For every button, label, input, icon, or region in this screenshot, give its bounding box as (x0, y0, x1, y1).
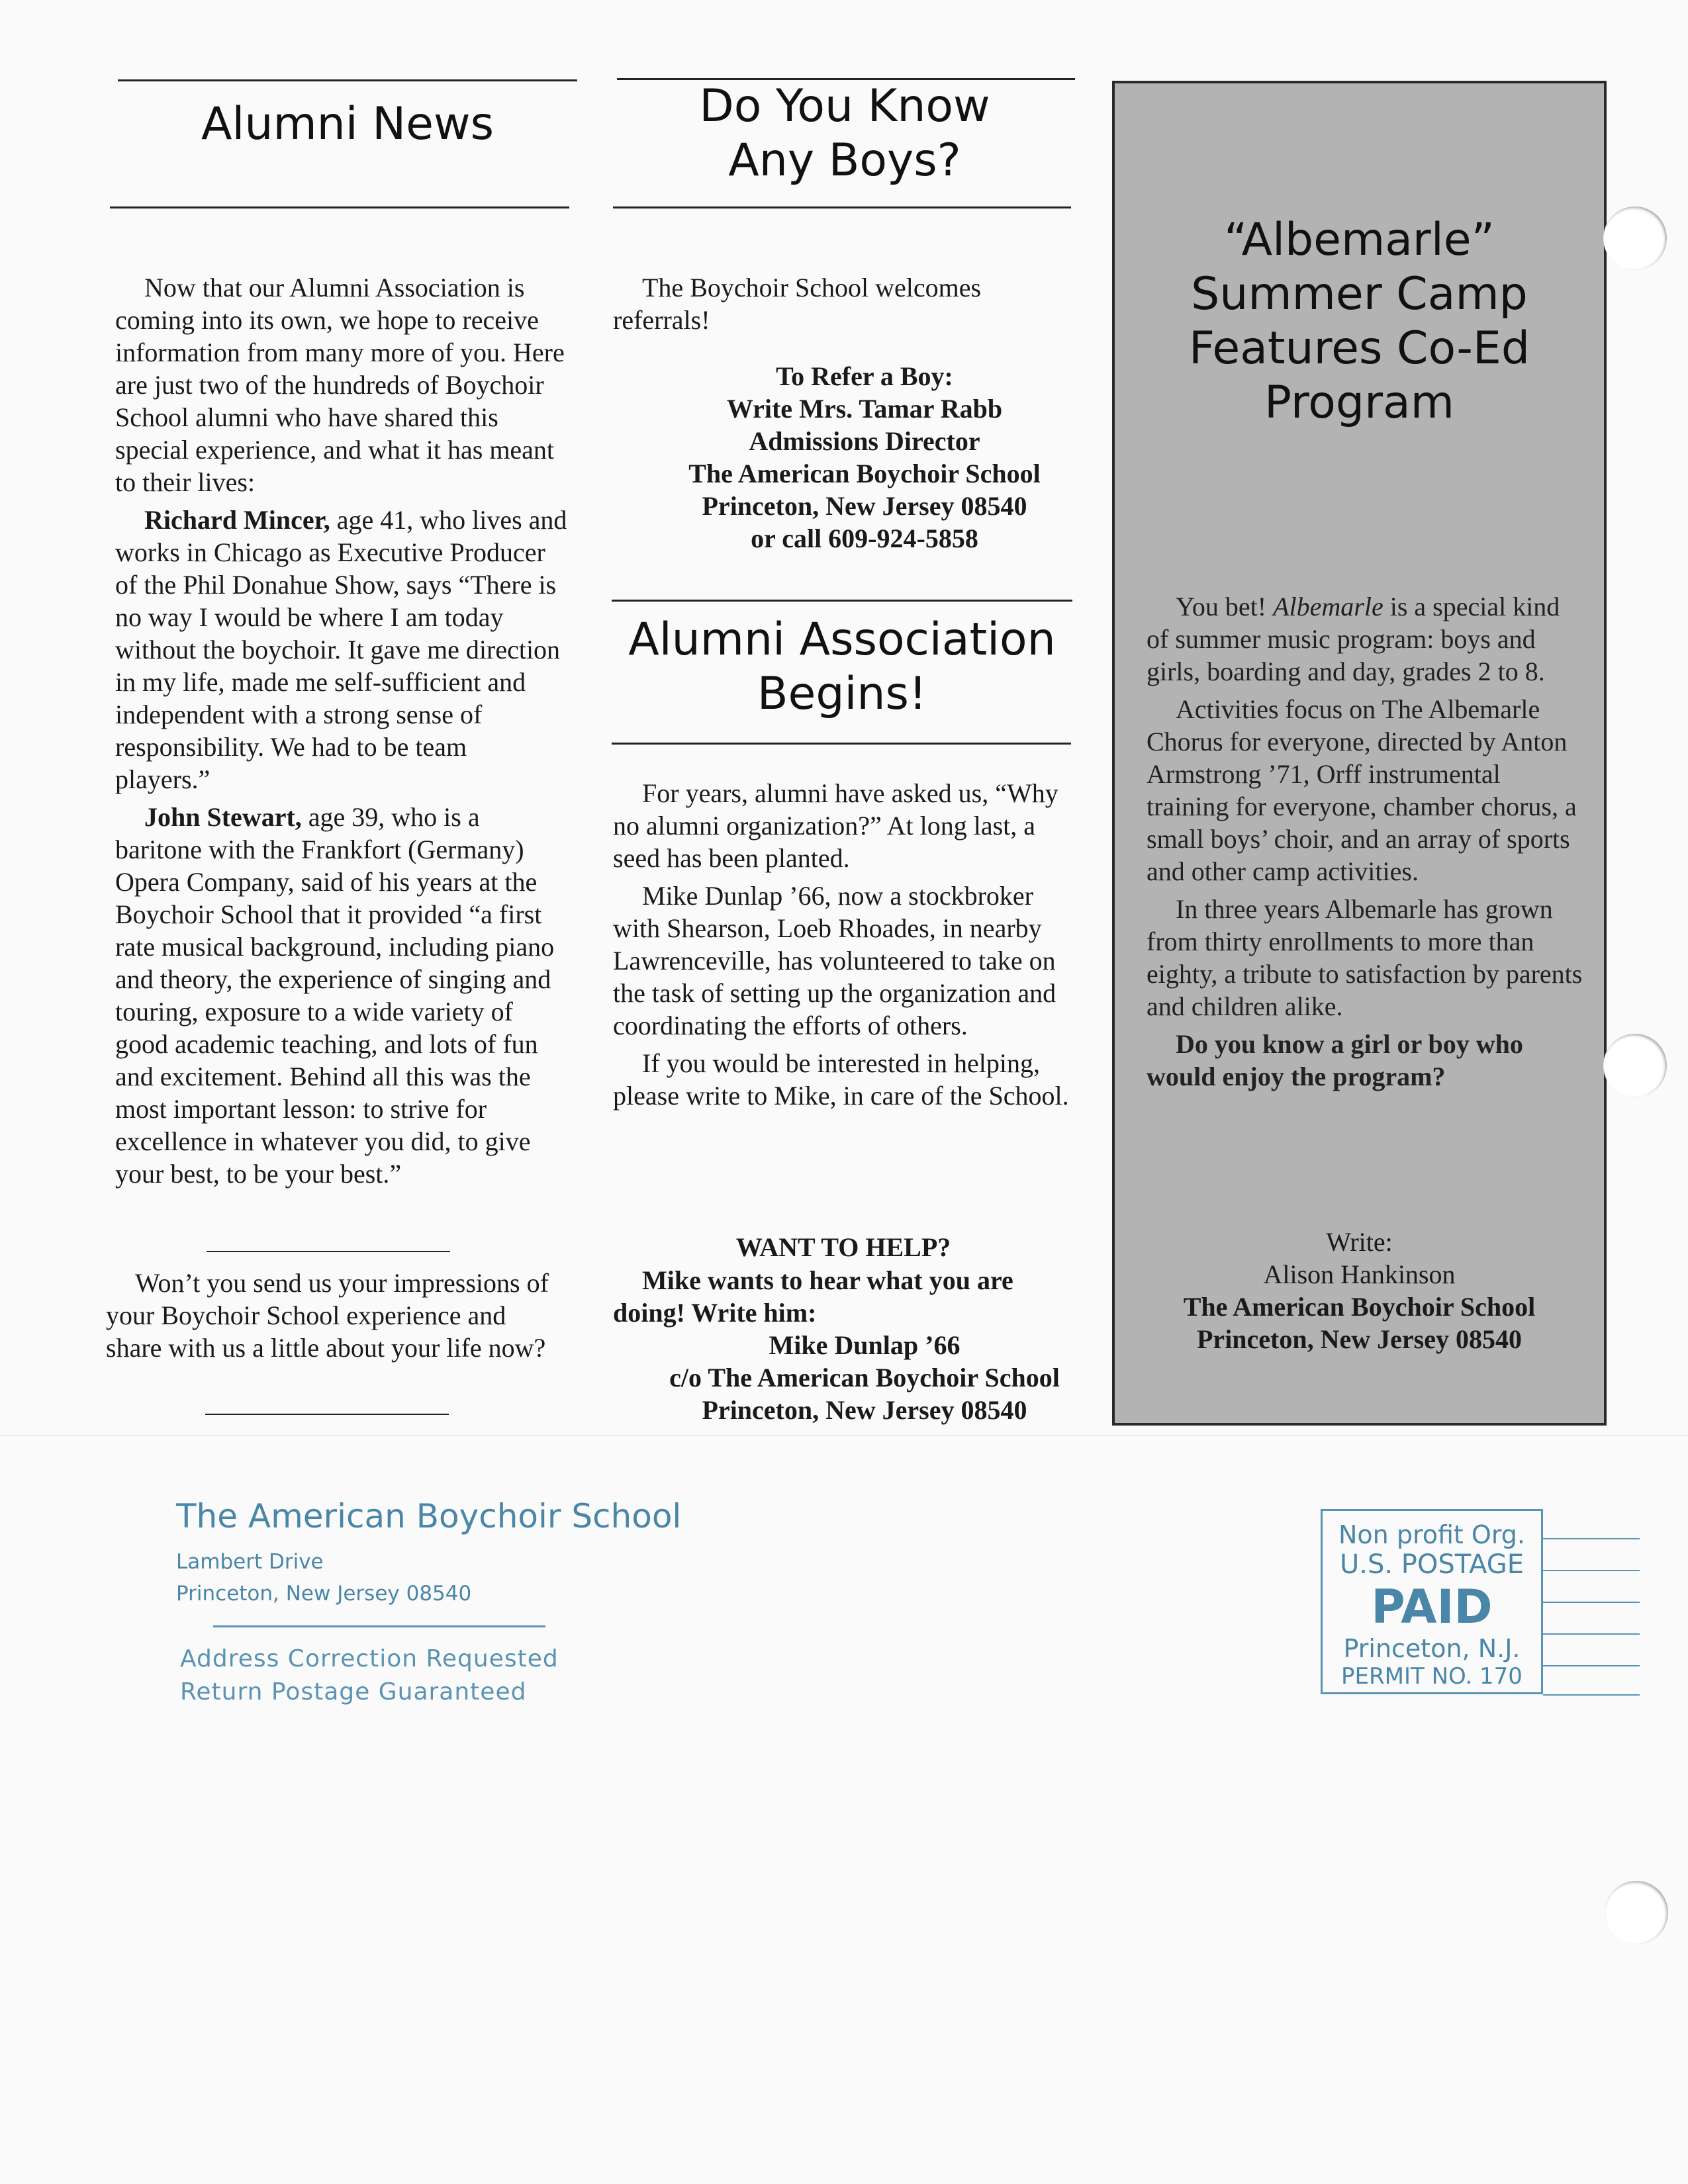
postage-line (1543, 1694, 1640, 1696)
rule (213, 1625, 545, 1627)
albemarle-body: You bet! Albemarle is a special kind of summer music program: boys and girls, boarding and day, grades 2 to 8. Activities focus on The Albemarle Chorus for everyone, directed by Anton Armstrong ’71, Orff instrumental training for everyone, chamber chorus, a small boys’ choir, and an array of sports and other camp activities. In three years Albemarle has grown from thirty enrollments to more than eighty, a tribute to satisfaction by parents and children alike. Do you know a girl or boy who would enjoy the program? (1147, 592, 1583, 1091)
want-to-help-title: WANT TO HELP? (735, 1232, 951, 1262)
return-school-name: The American Boychoir School (176, 1497, 682, 1535)
punch-hole (1603, 206, 1667, 270)
alumni-news-title: Alumni News (201, 98, 494, 150)
fold-line (0, 1435, 1688, 1436)
address-correction: Address Correction Requested Return Postage Guaranteed (180, 1645, 559, 1706)
postage-line (1543, 1538, 1640, 1539)
rule (118, 79, 577, 81)
rule (613, 206, 1071, 208)
rule (612, 743, 1071, 745)
alumni-profile-stewart: John Stewart, age 39, who is a baritone with the Frankfort (Germany) Opera Company, said of his years at the Boychoir School that it provided “a first rate musical background, including piano and theory, the experience of singing and touring, exposure to a wide variety of good academic teaching, and lots of fun and excitement. Behind all this was the most important lesson: to strive for excellence in whatever you did, to give your best, to be your best.” (115, 802, 555, 1189)
alumni-association-title: Alumni Association Begins! (628, 614, 1056, 720)
postage-line (1543, 1633, 1640, 1635)
rule (612, 600, 1072, 602)
postage-line (1543, 1602, 1640, 1603)
postage-indicia: Non profit Org. U.S. POSTAGE PAID Princeton, N.J. PERMIT NO. 170 (1321, 1509, 1543, 1694)
know-any-boys-title: Do You Know Any Boys? (699, 80, 990, 187)
albemarle-question: Do you know a girl or boy who would enjoy the program? (1147, 1029, 1523, 1091)
rule (205, 1414, 449, 1415)
referral-intro: The Boychoir School welcomes referrals! (613, 273, 982, 335)
want-to-help-text: Mike wants to hear what you are doing! Write him: (613, 1265, 1013, 1328)
albemarle-box (1112, 81, 1607, 1426)
alumni-news-intro: Now that our Alumni Association is coming into its own, we hope to receive information from many more of you. Here are just two of the hundreds of Boychoir School alumni who have shared this special experience, and what it has meant to their lives: (115, 273, 565, 497)
postage-line (1543, 1570, 1640, 1571)
rule (110, 206, 569, 208)
postage-line (1543, 1665, 1640, 1666)
referral-address: To Refer a Boy: Write Mrs. Tamar Rabb Admissions Director The American Boychoir School Princeton, New Jersey 08540 or call 609-924-5858 (688, 361, 1041, 553)
alumni-association-body: For years, alumni have asked us, “Why no alumni organization?” At long last, a seed has been planted. Mike Dunlap ’66, now a stockbroker with Shearson, Loeb Rhoades, in nearby Lawrenceville, has volunteered to take on the task of setting up the organization and coordinating the efforts of others. If you would be interested in helping, please write to Mike, in care of the School. (613, 778, 1069, 1111)
return-address: Lambert Drive Princeton, New Jersey 08540 (176, 1550, 472, 1606)
albemarle-intro: You bet! Albemarle is a special kind of summer music program: boys and girls, boarding and day, grades 2 to 8. (1147, 592, 1560, 686)
punch-hole (1603, 1034, 1667, 1097)
alumni-news-body (115, 271, 568, 1195)
alumni-profile-mincer: Richard Mincer, age 41, who lives and works in Chicago as Executive Producer of the Phil Donahue Show, says “There is no way I would be where I am today without the boychoir. It gave me direction in my life, made me self-sufficient and independent with a strong sense of responsibility. We had to be team players.” (115, 505, 567, 794)
albemarle-write: Write: Alison Hankinson The American Boychoir School Princeton, New Jersey 08540 (1183, 1227, 1536, 1354)
albemarle-title: “Albemarle” Summer Camp Features Co-Ed Program (1188, 214, 1530, 429)
punch-hole (1605, 1881, 1668, 1944)
want-to-help-address: Mike Dunlap ’66 c/o The American Boychoir School Princeton, New Jersey 08540 (669, 1330, 1060, 1425)
rule (207, 1251, 450, 1252)
alumni-news-closing: Won’t you send us your impressions of your Boychoir School experience and share with us a little about your life now? (106, 1268, 549, 1363)
